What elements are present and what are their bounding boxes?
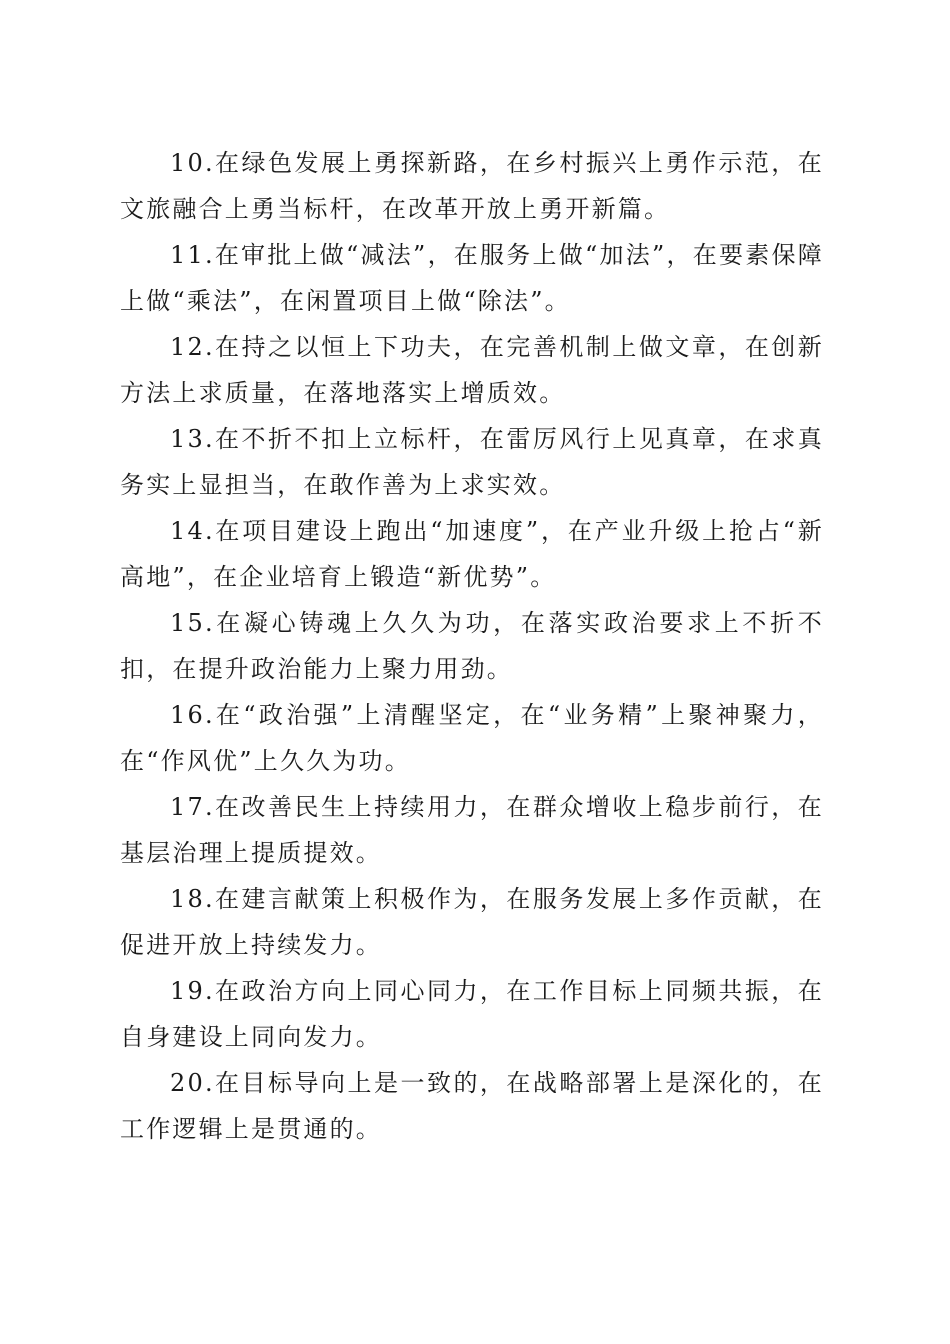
paragraph-14: 14.在项目建设上跑出“加速度”，在产业升级上抢占“新高地”，在企业培育上锻造“新优势”。 bbox=[120, 517, 824, 591]
paragraph-18: 18.在建言献策上积极作为，在服务发展上多作贡献，在促进开放上持续发力。 bbox=[120, 885, 824, 959]
paragraph-11: 11.在审批上做“减法”，在服务上做“加法”，在要素保障上做“乘法”，在闲置项目上做“除法”。 bbox=[120, 241, 824, 315]
paragraph-19: 19.在政治方向上同心同力，在工作目标上同频共振，在自身建设上同向发力。 bbox=[120, 977, 824, 1051]
paragraph-17: 17.在改善民生上持续用力，在群众增收上稳步前行，在基层治理上提质提效。 bbox=[120, 793, 824, 867]
paragraph-15: 15.在凝心铸魂上久久为功，在落实政治要求上不折不扣，在提升政治能力上聚力用劲。 bbox=[120, 609, 824, 683]
paragraph-12: 12.在持之以恒上下功夫，在完善机制上做文章，在创新方法上求质量，在落地落实上增质效。 bbox=[120, 333, 824, 407]
paragraph-16: 16.在“政治强”上清醒坚定，在“业务精”上聚神聚力，在“作风优”上久久为功。 bbox=[120, 701, 824, 775]
paragraph-10: 10.在绿色发展上勇探新路，在乡村振兴上勇作示范，在文旅融合上勇当标杆，在改革开放上勇开新篇。 bbox=[120, 149, 824, 223]
paragraph-13: 13.在不折不扣上立标杆，在雷厉风行上见真章，在求真务实上显担当，在敢作善为上求实效。 bbox=[120, 425, 824, 499]
paragraph-20: 20.在目标导向上是一致的，在战略部署上是深化的，在工作逻辑上是贯通的。 bbox=[120, 1069, 824, 1143]
document-body bbox=[120, 140, 824, 1152]
